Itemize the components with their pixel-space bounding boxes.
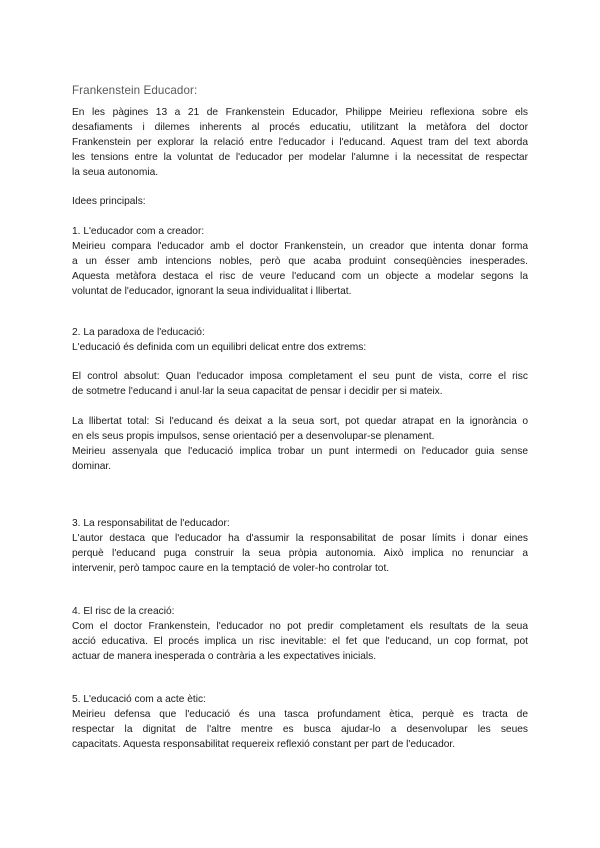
text-line: Aquesta metàfora destaca el risc de veure l'educand com un objecte a modelar segons la — [72, 271, 528, 282]
text-line: L'autor destaca que l'educador ha d'assumir la responsabilitat de posar límits i donar eines — [72, 533, 528, 544]
section-2-freedom — [72, 414, 528, 474]
text-line: Meirieu compara l'educador amb el doctor Frankenstein, un creador que intenta donar forma — [72, 241, 528, 252]
section-heading: 3. La responsabilitat de l'educador: — [72, 518, 230, 529]
text-line: actuar de manera inesperada o contrària a les expectatives inicials. — [72, 651, 377, 662]
section-heading: 1. L'educador com a creador: — [72, 226, 205, 237]
text-line: voluntat de l'educador, ignorant la seua individualitat i llibertat. — [72, 286, 352, 297]
ideas-heading-text: Idees principals: — [72, 196, 146, 207]
section-heading: 5. L'educació com a acte ètic: — [72, 694, 206, 705]
section-3 — [72, 516, 528, 576]
text-line: L'educació és definida com un equilibri delicat entre dos extrems: — [72, 342, 367, 353]
text-line: La llibertat total: Si l'educand és deixat a la seua sort, pot quedar atrapat en la ignorància o — [72, 416, 528, 427]
section-4 — [72, 604, 528, 664]
text-line: capacitats. Aquesta responsabilitat requereix reflexió constant per part de l'educador. — [72, 739, 456, 750]
text-line: respectar la dignitat de l'altre mentre es busca ajudar-lo a desenvolupar les seues — [72, 724, 528, 735]
section-2-control — [72, 369, 528, 399]
text-line: a un ésser amb intencions nobles, però que acaba produint conseqüències inesperades. — [72, 256, 528, 267]
section-2 — [72, 325, 528, 355]
text-line: intervenir, però tampoc caure en la temptació de voler-ho controlar tot. — [72, 563, 390, 574]
text-line: Meirieu defensa que l'educació és una tasca profundament ètica, perquè es tracta de — [72, 709, 528, 720]
text-line: desafiaments i dilemes inherents al procés educatiu, utilitzant la metàfora del doctor — [72, 122, 528, 133]
text-line: dominar. — [72, 461, 112, 472]
document-title: Frankenstein Educador: — [72, 84, 198, 97]
text-line: Frankenstein per explorar la relació entre l'educador i l'educand. Aquest tram del text aborda — [72, 137, 528, 148]
text-line: la seua autonomia. — [72, 167, 159, 178]
text-line: El control absolut: Quan l'educador imposa completament el seu punt de vista, corre el risc — [72, 371, 528, 382]
section-heading: 4. El risc de la creació: — [72, 606, 175, 617]
section-heading: 2. La paradoxa de l'educació: — [72, 327, 205, 338]
intro-paragraph — [72, 105, 528, 180]
text-line: les tensions entre la voluntat de l'educador per modelar l'alumne i la necessitat de respectar — [72, 152, 528, 163]
text-line: acció educativa. El procés implica un risc inevitable: el fet que l'educand, un cop format, pot — [72, 636, 528, 647]
section-1 — [72, 224, 528, 299]
text-line: de sotmetre l'educand i anul·lar la seua capacitat de pensar i decidir per si mateix. — [72, 386, 443, 397]
text-line: perquè l'educand puga construir la seua pròpia autonomia. Això implica no renunciar a — [72, 548, 528, 559]
text-line: Meirieu assenyala que l'educació implica trobar un punt intermedi on l'educador guia sense — [72, 446, 528, 457]
text-line: En les pàgines 13 a 21 de Frankenstein Educador, Philippe Meirieu reflexiona sobre els — [72, 107, 528, 118]
section-5 — [72, 692, 528, 752]
text-line: Com el doctor Frankenstein, l'educador no pot predir completament els resultats de la seua — [72, 621, 528, 632]
ideas-heading — [72, 194, 528, 209]
text-line: en els seus propis impulsos, sense orientació per a desenvolupar-se plenament. — [72, 431, 435, 442]
